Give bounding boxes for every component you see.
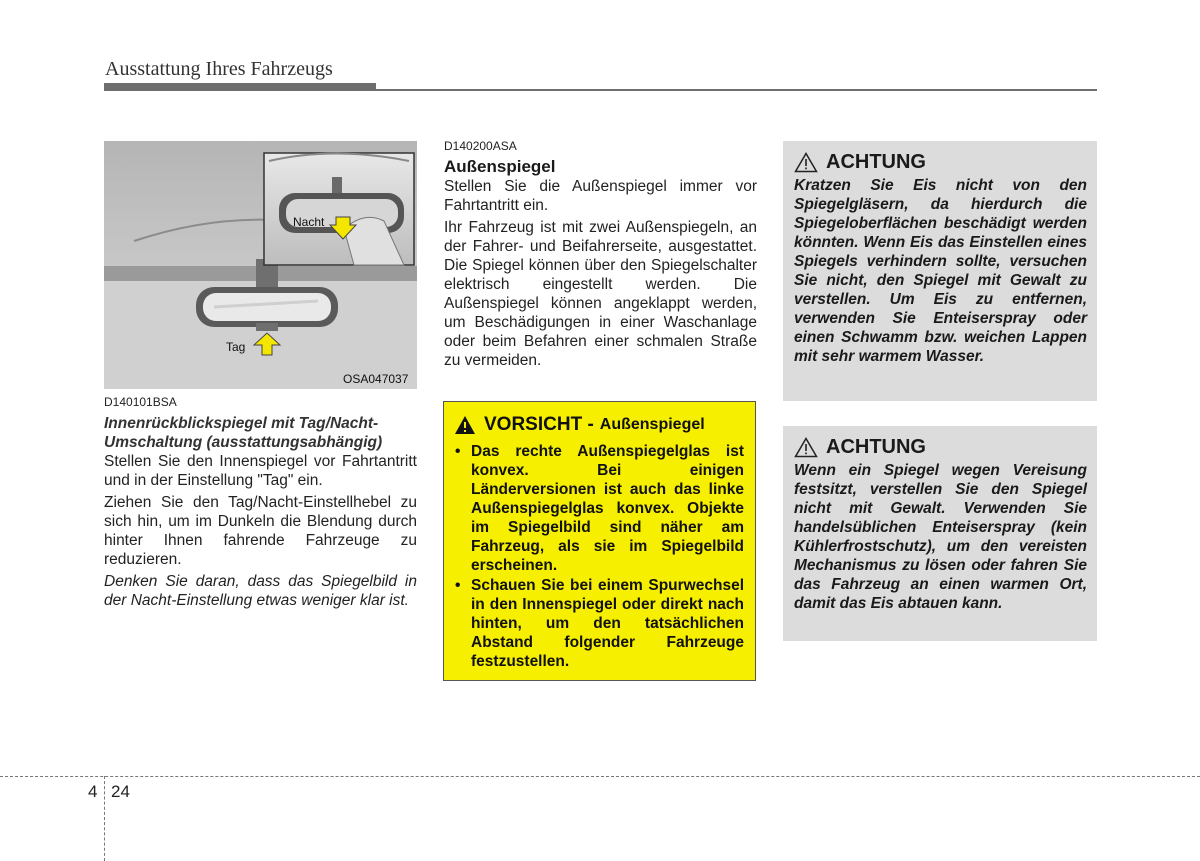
caution-title-text: VORSICHT - [484, 414, 594, 435]
figure-label-night: Nacht [293, 215, 325, 229]
header-rule-thick [104, 83, 376, 91]
paragraph: Stellen Sie die Außenspiegel immer vor Fahrtantritt ein. [444, 178, 757, 214]
figure-label-day: Tag [226, 340, 246, 354]
section-code: D140101BSA [104, 395, 177, 409]
warning-title-text: ACHTUNG [826, 436, 926, 458]
middle-column [444, 139, 757, 373]
paragraph-note: Denken Sie daran, dass das Spiegelbild in der Nacht-Einstellung etwas weniger klar ist. [104, 573, 417, 609]
caution-title-subject: Außenspiegel [599, 416, 705, 433]
paragraph: Stellen Sie den Innenspiegel vor Fahrtantritt und in der Einstellung "Tag" ein. [104, 453, 417, 489]
warning-title [794, 436, 1087, 459]
header-rule-thin [376, 89, 1097, 91]
footer-divider [104, 776, 105, 861]
footer-rule [0, 776, 1200, 777]
paragraph: Ziehen Sie den Tag/Nacht-Einstellhebel zu sich hin, um im Dunkeln die Blendung durch hinter Ihnen fahrende Fahrzeuge zu reduzieren. [104, 494, 417, 568]
section-heading: Außenspiegel [444, 157, 556, 176]
figure-code: OSA047037 [343, 372, 409, 386]
caution-box [443, 401, 756, 681]
warning-triangle-icon [794, 152, 818, 173]
mirror-illustration [104, 141, 417, 389]
caution-list [454, 442, 744, 671]
warning-triangle-icon [454, 415, 476, 435]
warning-box-1 [783, 141, 1097, 401]
warning-triangle-icon [794, 437, 818, 458]
chapter-number: 4 [88, 782, 98, 801]
warning-title-text: ACHTUNG [826, 151, 926, 173]
section-subhead: Innenrückblickspiegel mit Tag/Nacht-Umschaltung (ausstattungsabhängig) [104, 415, 383, 451]
warning-text: Kratzen Sie Eis nicht von den Spiegelgläsern, da hierdurch die Spiegeloberflächen beschädigt werden könnten. Wenn Eis das Einstellen eines Spiegels verhindern sollte, versuchen Sie nicht, den Spiegel mit Gewalt zu verstellen. Um Eis zu entfernen, verwenden Sie Enteiserspray oder einen Schwamm bzw. weichen Lappen mit sehr warmem Wasser. [794, 177, 1087, 365]
section-code: D140200ASA [444, 139, 517, 153]
warning-title [794, 151, 1087, 174]
rearview-mirror-figure [104, 141, 417, 389]
warning-box-2 [783, 426, 1097, 641]
caution-title [454, 414, 744, 436]
warning-text: Wenn ein Spiegel wegen Vereisung festsitzt, verstellen Sie den Spiegel nicht mit Gewalt. Verwenden Sie handelsüblichen Enteiserspray (kein Kühlerfrostschutz), um den vereisten Mechanismus zu lösen oder fahren Sie das Fahrzeug an einen warmen Ort, damit das Eis abtauen kann. [794, 462, 1087, 612]
page-number: 24 [111, 782, 130, 801]
page-header-title: Ausstattung Ihres Fahrzeugs [105, 58, 333, 80]
paragraph: Ihr Fahrzeug ist mit zwei Außenspiegeln, an der Fahrer- und Beifahrerseite, ausgestattet. Die Spiegel können über den Spiegelschalter elektrisch eingestellt werden. Die Außenspiegel können angeklappt werden, um Beschädigungen in einer Waschanlage oder beim Befahren einer schmalen Straße zu vermeiden. [444, 219, 757, 369]
left-column [104, 395, 417, 613]
list-item: • Schauen Sie bei einem Spurwechsel in den Innenspiegel oder direkt nach hinten, um den tatsächlichen Abstand folgender Fahrzeuge festzustellen. [454, 576, 744, 671]
list-item: • Das rechte Außenspiegelglas ist konvex. Bei einigen Länderversionen ist auch das linke Außenspiegelglas konvex. Objekte im Spiegelbild sind näher am Fahrzeug, als sie im Spiegelbild erscheinen. [454, 442, 744, 575]
